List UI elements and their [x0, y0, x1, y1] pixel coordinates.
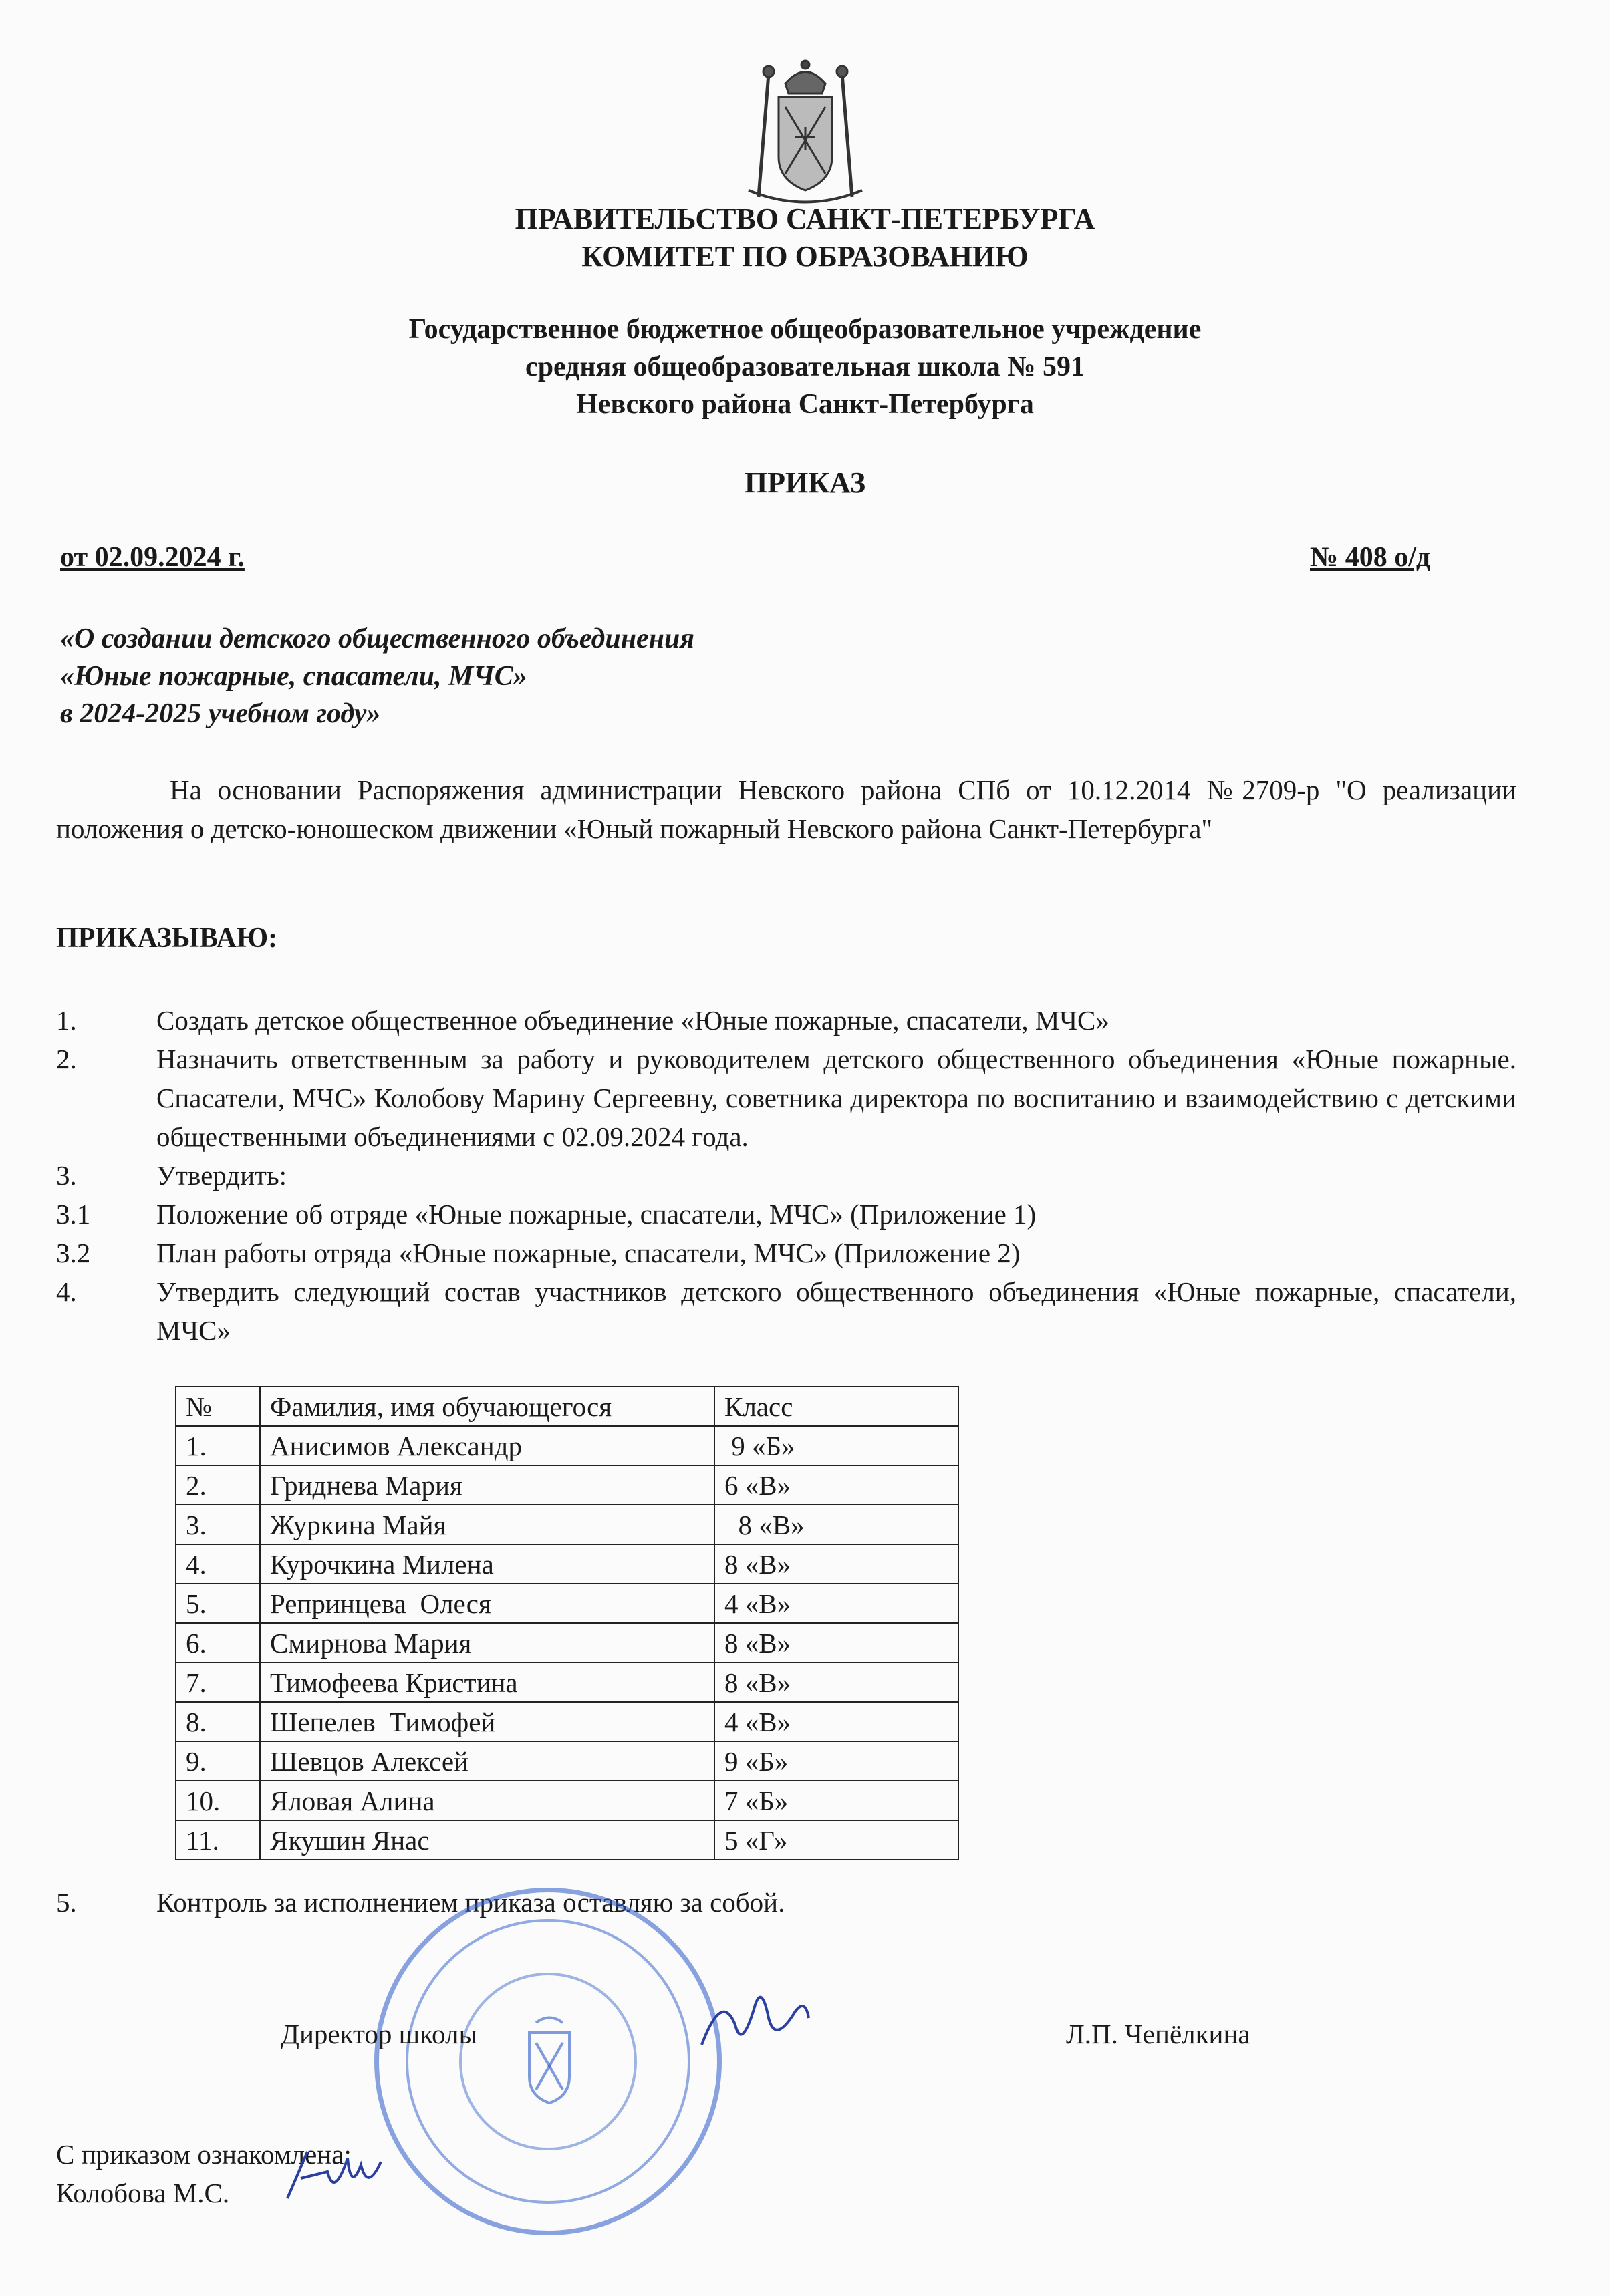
- participants-table: [175, 1386, 959, 1860]
- class-name: 4 «В»: [714, 1702, 958, 1741]
- column-header: Фамилия, имя обучающегося: [260, 1387, 714, 1426]
- table-row: [176, 1584, 958, 1623]
- row-number: 9.: [176, 1741, 260, 1781]
- table-row: [176, 1663, 958, 1702]
- table-row: [176, 1465, 958, 1505]
- row-number: 11.: [176, 1820, 260, 1860]
- table-row: [176, 1623, 958, 1663]
- class-name: 9 «Б»: [714, 1426, 958, 1465]
- org-name-line1: Государственное бюджетное общеобразовательное учреждение: [408, 314, 1202, 345]
- row-number: 2.: [176, 1465, 260, 1505]
- table-row: [176, 1544, 958, 1584]
- signature-name: Л.П. Чепёлкина: [1066, 2019, 1250, 2049]
- student-name: Шепелев Тимофей: [260, 1702, 714, 1741]
- student-name: Анисимов Александр: [260, 1426, 714, 1465]
- row-number: 5.: [176, 1584, 260, 1623]
- student-name: Смирнова Мария: [260, 1623, 714, 1663]
- order-number: № 408 о/д: [1310, 542, 1431, 573]
- student-name: Репринцева Олеся: [260, 1584, 714, 1623]
- coat-of-arms-icon: [722, 57, 889, 210]
- item-number: 1.: [56, 1005, 77, 1036]
- row-number: 8.: [176, 1702, 260, 1741]
- class-name: 5 «Г»: [714, 1820, 958, 1860]
- item-text: Положение об отряде «Юные пожарные, спасатели, МЧС» (Приложение 1): [156, 1199, 1037, 1230]
- official-stamp: [374, 1888, 722, 2235]
- student-name: Яловая Алина: [260, 1781, 714, 1820]
- class-name: 4 «В»: [714, 1584, 958, 1623]
- director-signature-icon: [695, 1978, 815, 2065]
- org-name-line3: Невского района Санкт-Петербурга: [576, 389, 1034, 420]
- row-number: 6.: [176, 1623, 260, 1663]
- item-number: 3.1: [56, 1199, 91, 1230]
- student-name: Курочкина Милена: [260, 1544, 714, 1584]
- student-name: Шевцов Алексей: [260, 1741, 714, 1781]
- item-text: Назначить ответственным за работу и руководителем детского общественного объединения «Юные пожарные. Спасатели, МЧС» Колобову Марину Сергеевну, советника директора по воспитанию и взаимодействию с детскими общественными объединениями с 02.09.2024 года.: [156, 1044, 1516, 1152]
- student-name: Журкина Майя: [260, 1505, 714, 1544]
- table-row: [176, 1702, 958, 1741]
- student-name: Тимофеева Кристина: [260, 1663, 714, 1702]
- class-name: 8 «В»: [714, 1663, 958, 1702]
- table-header-row: [176, 1387, 958, 1426]
- class-name: 7 «Б»: [714, 1781, 958, 1820]
- item-text: Утвердить следующий состав участников детского общественного объединения «Юные пожарные, спасатели, МЧС»: [156, 1276, 1516, 1346]
- item-number: 3.: [56, 1160, 77, 1191]
- order-title-line3: в 2024-2025 учебном году»: [60, 698, 381, 729]
- signature-position: Директор школы: [281, 2019, 477, 2049]
- row-number: 7.: [176, 1663, 260, 1702]
- row-number: 1.: [176, 1426, 260, 1465]
- table-row: [176, 1505, 958, 1544]
- document-type: ПРИКАЗ: [744, 466, 866, 499]
- column-header: Класс: [714, 1387, 958, 1426]
- table-row: [176, 1781, 958, 1820]
- stamp-emblem-icon: [499, 2013, 599, 2113]
- item-number: 3.2: [56, 1238, 91, 1268]
- class-name: 9 «Б»: [714, 1741, 958, 1781]
- basis-paragraph: На основании Распоряжения администрации Невского района СПб от 10.12.2014 №2709-р "О реализации положения о детско-юношеском движении «Юный пожарный Невского района Санкт-Петербурга": [56, 774, 1516, 844]
- order-title-line1: «О создании детского общественного объединения: [60, 623, 694, 654]
- org-name-line2: средняя общеобразовательная школа № 591: [525, 351, 1085, 382]
- acknowledgement-heading: С приказом ознакомлена:: [56, 2139, 352, 2170]
- item-number: 2.: [56, 1044, 77, 1074]
- order-date: от 02.09.2024 г.: [60, 542, 245, 573]
- item-number: 5.: [56, 1887, 77, 1918]
- order-item: [56, 1040, 1516, 1156]
- class-name: 6 «В»: [714, 1465, 958, 1505]
- table-row: [176, 1741, 958, 1781]
- committee-heading: КОМИТЕТ ПО ОБРАЗОВАНИЮ: [581, 240, 1029, 273]
- acknowledgement-name: Колобова М.С.: [56, 2178, 230, 2208]
- government-heading: ПРАВИТЕЛЬСТВО САНКТ-ПЕТЕРБУРГА: [515, 202, 1095, 235]
- class-name: 8 «В»: [714, 1623, 958, 1663]
- item-text: Контроль за исполнением приказа оставляю за собой.: [156, 1887, 785, 1918]
- row-number: 10.: [176, 1781, 260, 1820]
- class-name: 8 «В»: [714, 1544, 958, 1584]
- acknowledgement-signature-icon: [281, 2138, 388, 2212]
- class-name: 8 «В»: [714, 1505, 958, 1544]
- order-keyword: ПРИКАЗЫВАЮ:: [56, 923, 278, 954]
- item-number: 4.: [56, 1276, 77, 1307]
- item-text: Утвердить:: [156, 1160, 287, 1191]
- row-number: 3.: [176, 1505, 260, 1544]
- column-header: №: [176, 1387, 260, 1426]
- order-title-line2: «Юные пожарные, спасатели, МЧС»: [60, 661, 527, 692]
- student-name: Гриднева Мария: [260, 1465, 714, 1505]
- item-text: План работы отряда «Юные пожарные, спасатели, МЧС» (Приложение 2): [156, 1238, 1021, 1268]
- item-text: Создать детское общественное объединение «Юные пожарные, спасатели, МЧС»: [156, 1005, 1109, 1036]
- student-name: Якушин Янас: [260, 1820, 714, 1860]
- table-row: [176, 1426, 958, 1465]
- table-row: [176, 1820, 958, 1860]
- row-number: 4.: [176, 1544, 260, 1584]
